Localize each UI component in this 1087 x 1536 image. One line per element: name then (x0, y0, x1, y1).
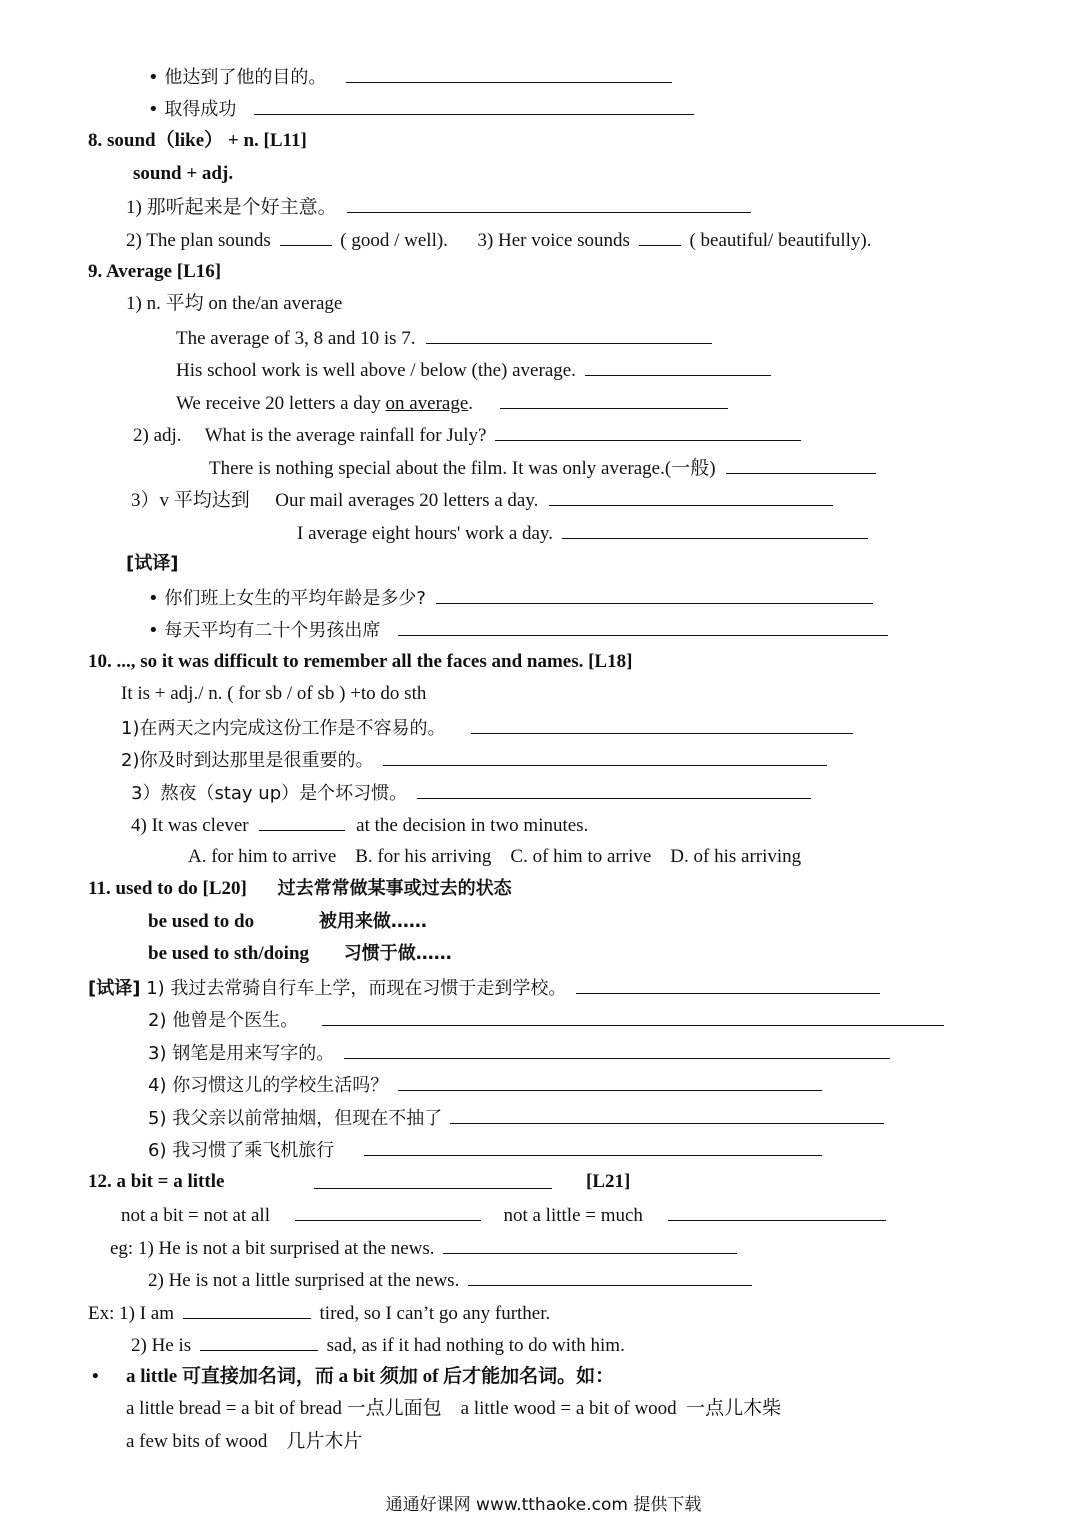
usage-phrase: not a bit = not at all (121, 1205, 270, 1226)
note-example: a little bread = a bit of bread 一点儿面包 a little wood = a bit of wood 一点儿木柴 (126, 1398, 782, 1419)
exercise-line (148, 1068, 822, 1100)
example-line (176, 321, 712, 353)
note-bullet: • (92, 1366, 99, 1387)
answer-blank[interactable] (450, 1101, 884, 1124)
prompt-text: • 每天平均有二十个男孩出席 (148, 620, 381, 641)
prompt-text: ( beautiful/ beautifully). (689, 230, 872, 251)
definition-line: 1) n. 平均 on the/an average (126, 293, 343, 314)
prompt-text: 3）熬夜（stay up）是个坏习惯。 (131, 783, 408, 804)
prompt-text: ( good / well). (340, 230, 448, 251)
answer-blank[interactable] (443, 1231, 737, 1254)
usage-phrase: be used to sth/doing (148, 943, 310, 964)
bullet-line (148, 581, 873, 613)
answer-blank[interactable] (639, 223, 681, 246)
answer-blank[interactable] (495, 418, 801, 441)
example-line (297, 516, 868, 548)
prompt-text: • 取得成功 (148, 99, 237, 120)
answer-blank[interactable] (259, 808, 345, 831)
prompt-text: 1)在两天之内完成这份工作是不容易的。 (121, 718, 446, 739)
exercise-line (148, 1133, 822, 1165)
section-heading: 8. sound（like） + n. [L11] (88, 130, 307, 151)
exercise-line (126, 190, 751, 222)
answer-options: A. for him to arrive B. for his arriving C. of him to arrive D. of his arriving (188, 846, 802, 867)
answer-blank[interactable] (347, 190, 751, 213)
exercise-line (126, 223, 871, 255)
prompt-text: sad, as if it had nothing to do with him. (326, 1335, 625, 1356)
exercise-line (148, 1003, 944, 1035)
heading-text: 12. a bit = a little (88, 1171, 225, 1192)
usage-phrase: not a little = much (503, 1205, 643, 1226)
prompt-text: • 你们班上女生的平均年龄是多少? (148, 588, 426, 609)
exercise-line (88, 1296, 550, 1328)
answer-blank[interactable] (200, 1328, 318, 1351)
try-translate-label: [试译] (126, 553, 179, 574)
answer-blank[interactable] (183, 1296, 311, 1319)
answer-blank[interactable] (585, 353, 771, 376)
pos-label: 3）v 平均达到 (131, 490, 250, 511)
prompt-text: 2) 他曾是个医生。 (148, 1010, 299, 1031)
answer-blank[interactable] (436, 581, 873, 604)
example-text: eg: 1) He is not a bit surprised at the news. (110, 1238, 435, 1259)
prompt-text: 2) He is (131, 1335, 192, 1356)
bullet-line (148, 92, 694, 124)
prompt-text: 2) The plan sounds (126, 230, 271, 251)
prompt-text: • 他达到了他的目的。 (148, 67, 327, 88)
bullet-line (148, 613, 888, 645)
answer-blank[interactable] (280, 223, 332, 246)
section-heading: 10. ..., so it was difficult to remember all the faces and names. [L18] (88, 651, 633, 672)
example-text: We receive 20 letters a day (176, 393, 381, 414)
example-line (176, 353, 771, 385)
prompt-text: 5) 我父亲以前常抽烟，但现在不抽了 (148, 1108, 443, 1129)
answer-blank[interactable] (426, 321, 712, 344)
example-text: There is nothing special about the film. It was only average.(一般) (209, 458, 716, 479)
example-line (148, 1263, 752, 1295)
exercise-line (121, 711, 853, 743)
page-footer: 通通好课网 www.tthaoke.com 提供下载 (385, 1495, 702, 1515)
answer-blank[interactable] (417, 776, 811, 799)
example-text: 2) He is not a little surprised at the news. (148, 1270, 460, 1291)
example-text: The average of 3, 8 and 10 is 7. (176, 328, 416, 349)
section-heading (88, 873, 512, 905)
answer-blank[interactable] (471, 711, 853, 734)
lesson-ref: [L21] (586, 1171, 631, 1192)
section-heading: 9. Average [L16] (88, 261, 222, 282)
example-line (133, 418, 801, 450)
example-line (209, 451, 876, 483)
example-text: What is the average rainfall for July? (204, 425, 487, 446)
answer-blank[interactable] (314, 1166, 552, 1189)
underlined-phrase: on average (385, 393, 469, 414)
answer-blank[interactable] (346, 60, 672, 83)
bullet-line (148, 60, 672, 92)
answer-blank[interactable] (322, 1003, 944, 1026)
exercise-line (131, 776, 811, 808)
prompt-text: 2)你及时到达那里是很重要的。 (121, 750, 374, 771)
section-heading (88, 1166, 224, 1198)
prompt-text: 4) It was clever (131, 815, 249, 836)
answer-blank[interactable] (344, 1036, 890, 1059)
answer-blank[interactable] (726, 451, 876, 474)
answer-blank[interactable] (295, 1198, 481, 1221)
prompt-text: tired, so I can’t go any further. (319, 1303, 551, 1324)
prompt-text: 1) 我过去常骑自行车上学，而现在习惯于走到学校。 (146, 978, 567, 999)
sub-heading: sound + adj. (133, 163, 234, 184)
try-translate-label: [试译] (88, 978, 141, 999)
prompt-text: 6) 我习惯了乘飞机旅行 (148, 1140, 335, 1161)
heading-blank-line (314, 1166, 552, 1198)
exercise-line (121, 743, 827, 775)
example-line (121, 1198, 886, 1230)
prompt-text: at the decision in two minutes. (356, 815, 589, 836)
answer-blank[interactable] (576, 971, 880, 994)
answer-blank[interactable] (549, 483, 833, 506)
note-heading: a little 可直接加名词，而 a bit 须加 of 后才能加名词。如： (126, 1366, 615, 1387)
punctuation: . (468, 393, 474, 414)
example-line (131, 483, 833, 515)
answer-blank[interactable] (500, 386, 728, 409)
answer-blank[interactable] (468, 1263, 752, 1286)
pattern-line: It is + adj./ n. ( for sb / of sb ) +to do sth (121, 683, 427, 704)
answer-blank[interactable] (383, 743, 827, 766)
usage-phrase: be used to do (148, 911, 255, 932)
exercise-line (148, 1036, 890, 1068)
exercise-line (88, 971, 880, 1003)
exercise-line (131, 1328, 625, 1360)
answer-blank[interactable] (562, 516, 868, 539)
pos-label: 2) adj. (133, 425, 182, 446)
answer-blank[interactable] (668, 1198, 886, 1221)
prompt-text: 4) 你习惯这儿的学校生活吗？ (148, 1075, 389, 1096)
prompt-text: 3) Her voice sounds (477, 230, 630, 251)
prompt-text: Ex: 1) I am (88, 1303, 175, 1324)
example-line (110, 1231, 737, 1263)
usage-line (148, 938, 452, 970)
answer-blank[interactable] (398, 613, 888, 636)
usage-meaning: 习惯于做…… (343, 943, 452, 964)
prompt-text: 1) 那听起来是个好主意。 (126, 197, 337, 218)
exercise-line (131, 808, 588, 840)
example-text: His school work is well above / below (the) average. (176, 360, 576, 381)
heading-text: 11. used to do [L20] (88, 878, 247, 899)
answer-blank[interactable] (364, 1133, 822, 1156)
exercise-line (148, 1101, 884, 1133)
example-text: Our mail averages 20 letters a day. (275, 490, 539, 511)
note-example: a few bits of wood 几片木片 (126, 1431, 363, 1452)
usage-meaning: 被用来做…… (318, 911, 427, 932)
answer-blank[interactable] (254, 92, 694, 115)
prompt-text: 3) 钢笔是用来写字的。 (148, 1043, 335, 1064)
heading-cn: 过去常常做某事或过去的状态 (277, 878, 512, 899)
answer-blank[interactable] (398, 1068, 822, 1091)
example-line (176, 386, 728, 418)
example-text: I average eight hours' work a day. (297, 523, 553, 544)
usage-line (148, 906, 427, 938)
